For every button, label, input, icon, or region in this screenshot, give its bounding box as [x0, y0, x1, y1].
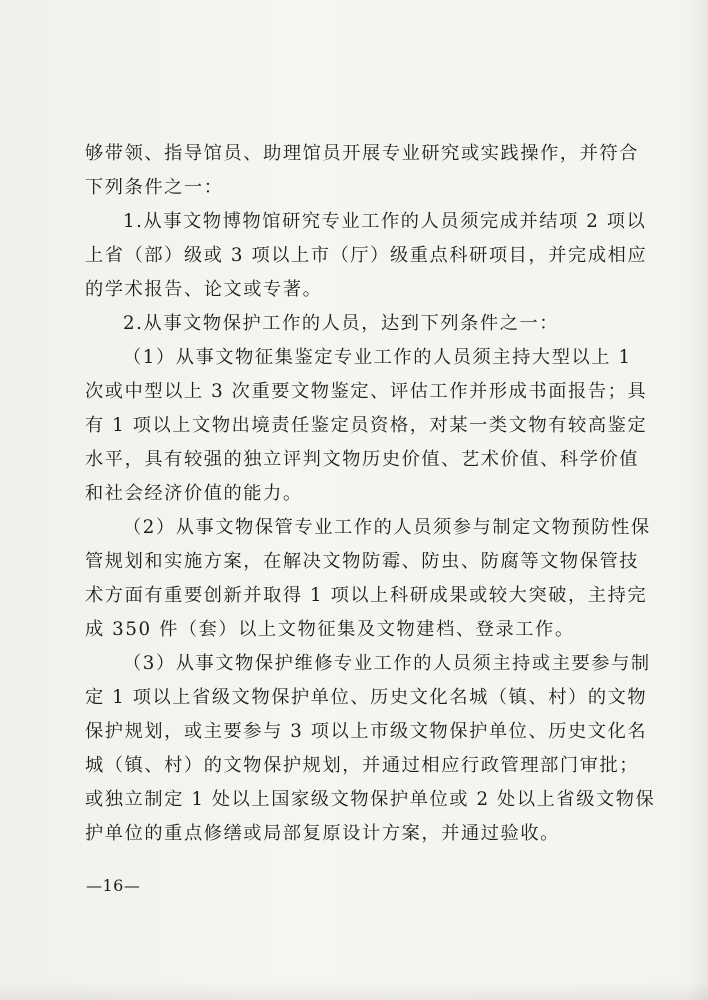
- text-line: 术方面有重要创新并取得 1 项以上科研成果或较大突破，主持完: [85, 585, 648, 606]
- text-line: 2.从事文物保护工作的人员，达到下列条件之一：: [123, 313, 560, 334]
- body-text: [85, 137, 656, 851]
- text-line: 1.从事文物博物馆研究专业工作的人员须完成并结项 2 项以: [123, 211, 647, 232]
- text-line: 水平，具有较强的独立评判文物历史价值、艺术价值、科学价值: [85, 449, 640, 470]
- text-line: （2）从事文物保管专业工作的人员须参与制定文物预防性保: [123, 517, 651, 538]
- text-line: 定 1 项以上省级文物保护单位、历史文化名城（镇、村）的文物: [85, 687, 648, 708]
- text-line: 和社会经济价值的能力。: [85, 483, 303, 504]
- text-line: 上省（部）级或 3 项以上市（厅）级重点科研项目，并完成相应: [85, 245, 648, 266]
- text-line: 的学术报告、论文或专著。: [85, 279, 323, 300]
- text-line: （3）从事文物保护维修专业工作的人员须主持或主要参与制: [123, 653, 651, 674]
- page-edge-shadow: [686, 0, 708, 1000]
- text-line: 次或中型以上 3 次重要文物鉴定、评估工作并形成书面报告；具: [85, 381, 648, 402]
- text-line: 护单位的重点修缮或局部复原设计方案，并通过验收。: [85, 823, 560, 844]
- page-bottom-shadow: [0, 982, 708, 1000]
- text-line: 保护规划，或主要参与 3 项以上市级文物保护单位、历史文化名: [85, 721, 648, 742]
- text-line: 够带领、指导馆员、助理馆员开展专业研究或实践操作，并符合: [85, 143, 640, 164]
- text-line: 或独立制定 1 处以上国家级文物保护单位或 2 处以上省级文物保: [85, 789, 656, 810]
- text-line: 下列条件之一：: [85, 177, 224, 198]
- text-line: 管规划和实施方案，在解决文物防霉、防虫、防腐等文物保管技: [85, 551, 640, 572]
- text-line: 有 1 项以上文物出境责任鉴定员资格，对某一类文物有较高鉴定: [85, 415, 648, 436]
- text-line: （1）从事文物征集鉴定专业工作的人员须主持大型以上 1: [123, 347, 632, 368]
- text-line: 城（镇、村）的文物保护规划，并通过相应行政管理部门审批；: [85, 755, 640, 776]
- text-line: 成 350 件（套）以上文物征集及文物建档、登录工作。: [85, 619, 575, 640]
- page-number: —16—: [86, 876, 141, 895]
